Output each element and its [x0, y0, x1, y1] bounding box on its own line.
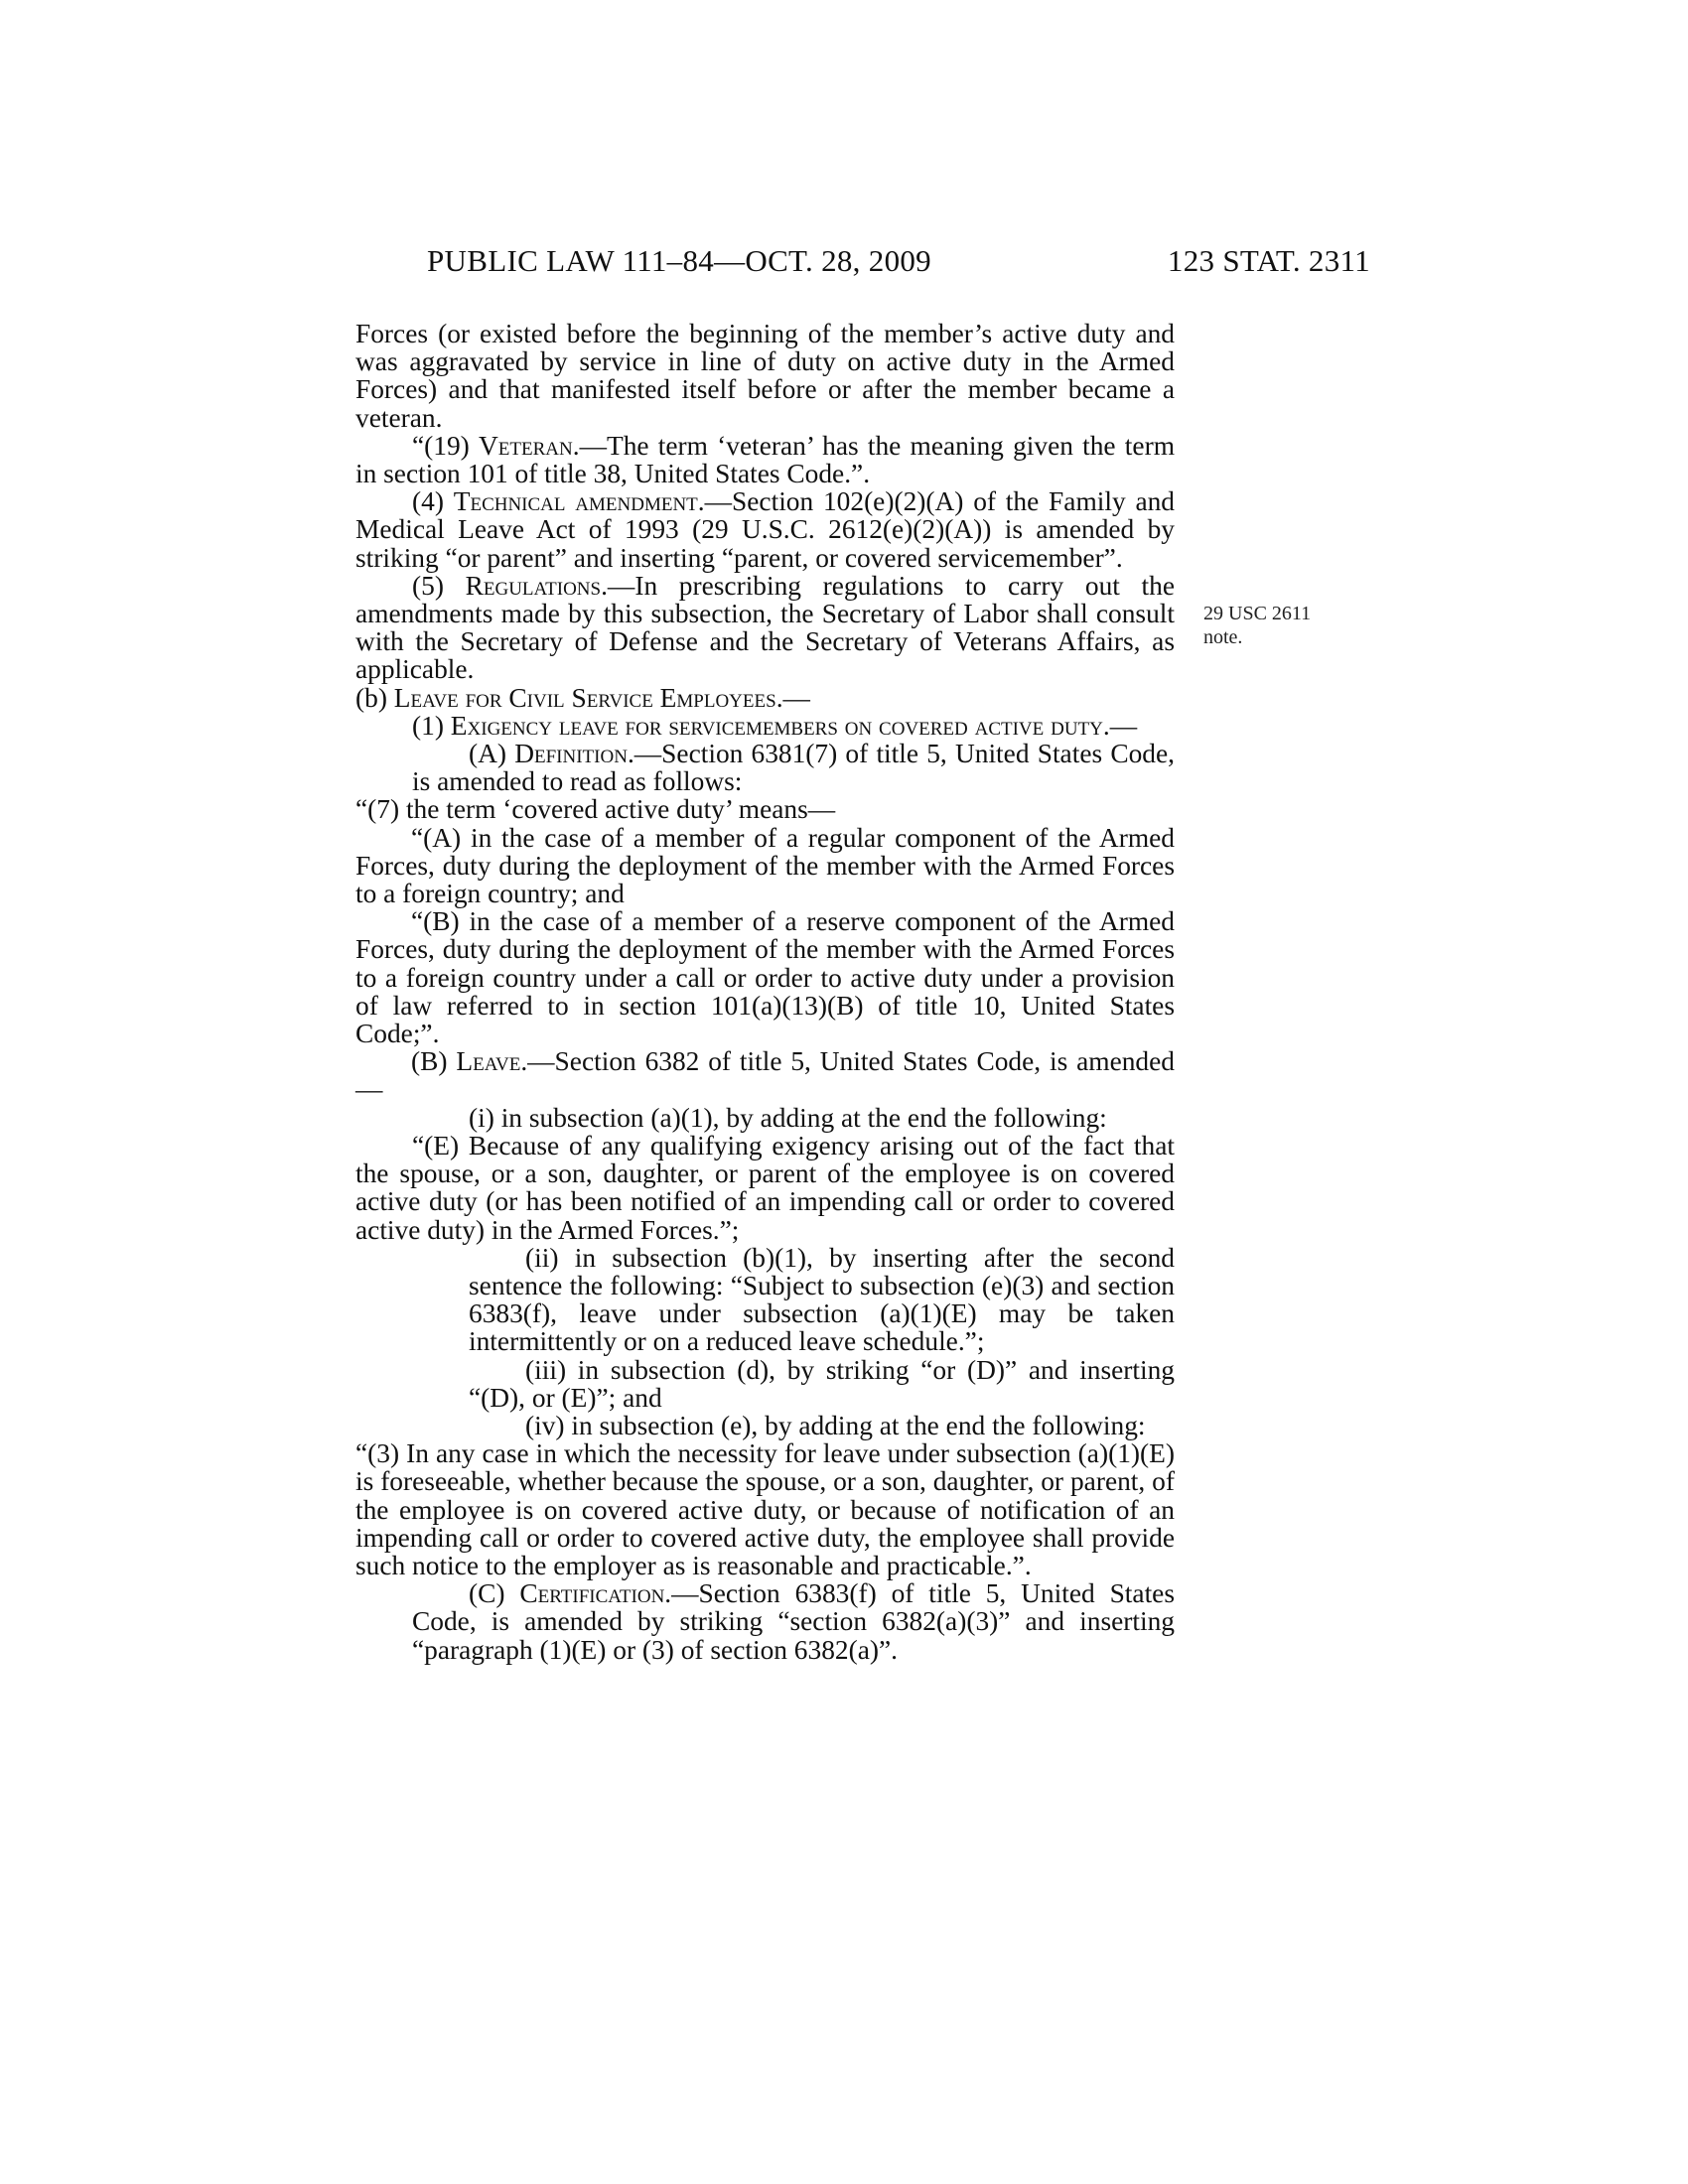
quoted-subparagraph-e: “(E) Because of any qualifying exigency arising out of the fact that the spouse, or a son, daughter, or parent of the employee is on covered active duty (or has been notified of an impending call or order to covered active duty) in the Armed Forces.”; — [355, 1130, 1175, 1245]
clause-ii: (ii) in subsection (b)(1), by inserting after the second sentence the following: “Subject to subsection (e)(3) and section 6383(f), leave under subsection (a)(1)(E) may be taken intermittently or on a reduced leave schedule.”; — [469, 1242, 1175, 1357]
heading-certification: Certification — [519, 1578, 665, 1609]
heading-leave: Leave — [456, 1046, 521, 1077]
quoted-paragraph-3: “(3) In any case in which the necessity for leave under subsection (a)(1)(E) is foreseeable, whether because the spouse, or a son, daughter, or parent, of the employee is on covered active duty, or because of notification of an impending call or order to covered active duty, the employee shall provide such notice to the employer as is reasonable and practicable.”. — [355, 1438, 1175, 1580]
clause-iv: (iv) in subsection (e), by adding at the end the following: — [525, 1410, 1146, 1440]
statute-body — [355, 320, 1175, 1664]
paragraph-veteran-definition: “(19) Veteran.—The term ‘veteran’ has the meaning given the term in section 101 of title 38, United States Code.”. — [355, 430, 1175, 489]
heading-technical-amendment: Technical amendment — [453, 486, 698, 517]
header-stat-page: 123 STAT. 2311 — [1167, 243, 1370, 278]
paragraph-covered-active-duty: “(7) the term ‘covered active duty’ means— — [355, 794, 836, 825]
margin-note — [1203, 602, 1342, 649]
heading-civil-service-leave: Leave for Civil Service Employees — [393, 682, 776, 713]
paragraph-regular-component: “(A) in the case of a member of a regular component of the Armed Forces, duty during the deployment of the member with the Armed Forces to a foreign country; and — [355, 822, 1175, 909]
paragraph-continuation: Forces (or existed before the beginning of the member’s active duty and was aggravated by service in line of duty on active duty in the Armed Forces) and that manifested itself before or after the member became a veteran. — [355, 319, 1175, 433]
margin-note-citation: 29 USC 2611 — [1203, 603, 1312, 624]
heading-definition: Definition — [514, 739, 628, 769]
clause-i: (i) in subsection (a)(1), by adding at the end the following: — [469, 1102, 1107, 1133]
header-public-law: PUBLIC LAW 111–84—OCT. 28, 2009 — [427, 243, 931, 278]
heading-regulations: Regulations — [465, 570, 602, 601]
clause-iii: (iii) in subsection (d), by striking “or (D)” and inserting “(D), or (E)”; and — [469, 1354, 1175, 1413]
paragraph-reserve-component: “(B) in the case of a member of a reserve component of the Armed Forces, duty during the deployment of the member with the Armed Forces to a foreign country under a call or order to active duty under a provision of law referred to in section 101(a)(13)(B) of title 10, United States Code;”. — [355, 906, 1175, 1049]
paragraph-leave: (B) Leave.—Section 6382 of title 5, United States Code, is amended— — [355, 1046, 1175, 1105]
heading-veteran: Veteran — [479, 430, 573, 461]
margin-note-label: note. — [1203, 626, 1243, 648]
paragraph-technical-amendment: (4) Technical amendment.—Section 102(e)(2)(A) of the Family and Medical Leave Act of 1993 (29 U.S.C. 2612(e)(2)(A)) is amended by striking “or parent” and inserting “parent, or covered servicemember”. — [355, 486, 1175, 573]
paragraph-regulations: (5) Regulations.—In prescribing regulations to carry out the amendments made by this subsection, the Secretary of Labor shall consult with the Secretary of Defense and the Secretary of Veterans Affairs, as applicable. — [355, 570, 1175, 685]
heading-exigency-leave: Exigency leave for servicemembers on covered active duty — [450, 710, 1103, 741]
page-header — [427, 243, 1370, 283]
paragraph-certification: (C) Certification.—Section 6383(f) of title 5, United States Code, is amended by striking “section 6382(a)(3)” and inserting “paragraph (1)(E) or (3) of section 6382(a)”. — [412, 1578, 1175, 1665]
subsection-b-heading: (b) Leave for Civil Service Employees.— — [355, 682, 810, 713]
paragraph-definition: (A) Definition.—Section 6381(7) of title 5, United States Code, is amended to read as follows: — [412, 739, 1175, 797]
paragraph-exigency-leave: (1) Exigency leave for servicemembers on covered active duty.— — [412, 710, 1138, 741]
